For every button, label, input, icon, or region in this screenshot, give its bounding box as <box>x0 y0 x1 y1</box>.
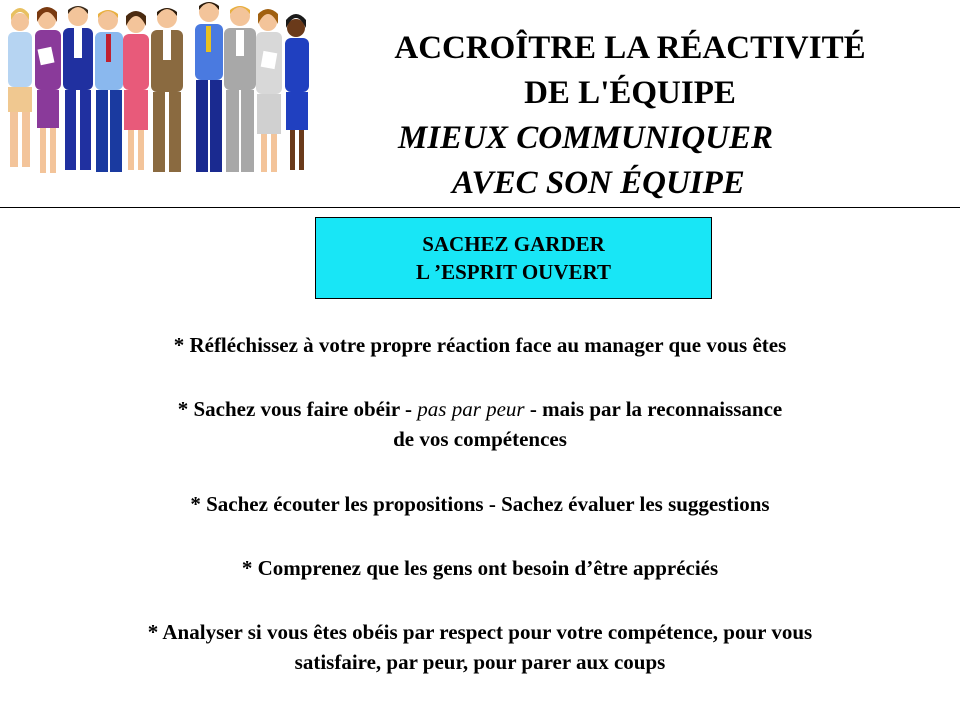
bullet-text <box>0 394 960 424</box>
person-figure <box>8 8 32 167</box>
callout-line-1: SACHEZ GARDER <box>422 232 605 256</box>
page-subtitle-line-1: MIEUX COMMUNIQUER <box>398 120 774 156</box>
person-figure <box>285 14 309 170</box>
header-divider <box>0 207 960 208</box>
person-figure <box>224 6 256 172</box>
bullet-text: * Analyser si vous êtes obéis par respect pour votre compétence, pour vous <box>147 620 813 644</box>
bullet-text-continuation: de vos compétences <box>393 427 567 451</box>
callout-box <box>315 217 712 299</box>
page-title-line-1: ACCROÎTRE LA RÉACTIVITÉ <box>394 30 866 66</box>
callout-line-2: L ’ESPRIT OUVERT <box>416 260 611 284</box>
bullet-item <box>0 394 960 454</box>
person-figure <box>195 2 223 172</box>
bullet-item <box>0 330 960 360</box>
bullet-item <box>0 617 960 677</box>
bullet-text: * Réfléchissez à votre propre réaction face au manager que vous êtes <box>173 333 787 357</box>
bullet-text-part: - mais par la reconnaissance <box>524 397 783 421</box>
person-figure <box>95 10 123 172</box>
bullet-text: * Sachez écouter les propositions - Sachez évaluer les suggestions <box>190 492 770 516</box>
bullet-emphasis: pas par peur <box>417 397 525 421</box>
bullet-text: * Comprenez que les gens ont besoin d’être appréciés <box>241 556 719 580</box>
person-figure <box>151 8 183 172</box>
person-figure <box>35 7 61 173</box>
person-figure <box>63 6 93 170</box>
page-title-line-2: DE L'ÉQUIPE <box>524 75 736 111</box>
bullet-item <box>0 489 960 519</box>
page-subtitle-line-2: AVEC SON ÉQUIPE <box>452 165 745 201</box>
bullet-text-continuation: satisfaire, par peur, pour parer aux coups <box>294 650 666 674</box>
person-figure <box>123 11 149 170</box>
bullet-item <box>0 553 960 583</box>
group-of-people-icon <box>0 0 330 200</box>
bullet-text-part: * Sachez vous faire obéir - <box>177 397 418 421</box>
person-figure <box>256 9 282 172</box>
